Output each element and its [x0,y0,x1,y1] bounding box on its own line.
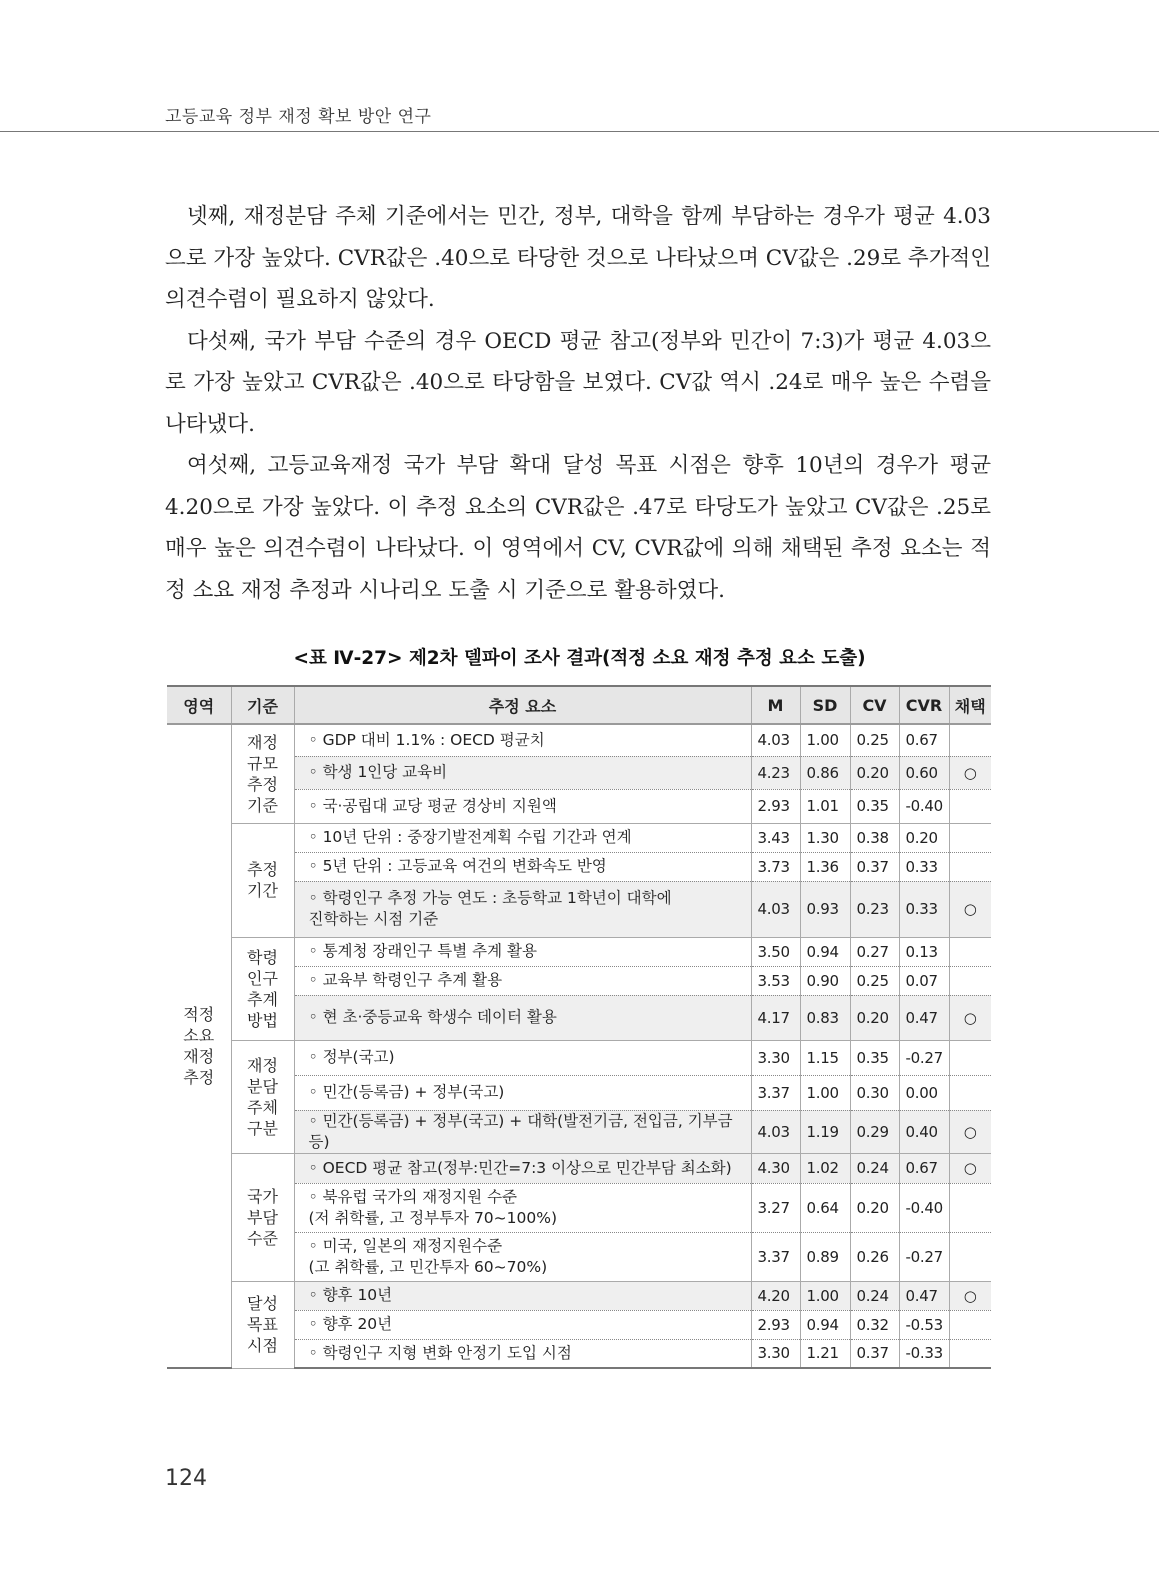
m-cell: 3.73 [751,852,800,881]
page-number: 124 [165,1466,207,1491]
header-element: 추정 요소 [294,686,751,724]
m-cell: 4.03 [751,1110,800,1153]
element-cell: ◦ 현 초·중등교육 학생수 데이터 활용 [294,995,751,1040]
cv-cell: 0.24 [850,1281,899,1310]
header-adopt: 채택 [949,686,991,724]
running-header: 고등교육 정부 재정 확보 방안 연구 [165,107,432,127]
cvr-cell: 0.47 [899,995,949,1040]
paragraph-4th: 넷째, 재정분담 주체 기준에서는 민간, 정부, 대학을 함께 부담하는 경우가 평균 4.03으로 가장 높았다. CVR값은 .40으로 타당한 것으로 나타났으며 CV값은 .29로 추가적인 의견수렴이 필요하지 않았다. [165,204,992,312]
cvr-cell: 0.13 [899,937,949,966]
adopt-cell: ○ [949,881,991,937]
cv-cell: 0.26 [850,1232,899,1281]
cv-cell: 0.38 [850,823,899,852]
cvr-cell: 0.33 [899,852,949,881]
cv-cell: 0.20 [850,756,899,789]
header-cv: CV [850,686,899,724]
cvr-cell: -0.27 [899,1040,949,1075]
adopt-cell: ○ [949,995,991,1040]
cvr-cell: 0.67 [899,724,949,756]
element-cell: ◦ 학령인구 지형 변화 안정기 도입 시점 [294,1339,751,1368]
cvr-cell: 0.67 [899,1153,949,1183]
m-cell: 4.23 [751,756,800,789]
sd-cell: 1.21 [800,1339,850,1368]
criterion-cell: 학령 인구 추계 방법 [231,937,294,1040]
cvr-cell: -0.40 [899,1183,949,1232]
cv-cell: 0.25 [850,966,899,995]
element-cell: ◦ 정부(국고) [294,1040,751,1075]
table-row [167,937,991,966]
cv-cell: 0.37 [850,1339,899,1368]
header-m: M [751,686,800,724]
cv-cell: 0.23 [850,881,899,937]
table-row [167,1153,991,1183]
m-cell: 2.93 [751,789,800,823]
adopt-cell [949,823,991,852]
m-cell: 3.30 [751,1339,800,1368]
cvr-cell: 0.33 [899,881,949,937]
m-cell: 3.37 [751,1075,800,1110]
header-cvr: CVR [899,686,949,724]
m-cell: 3.53 [751,966,800,995]
sd-cell: 0.94 [800,937,850,966]
sd-cell: 1.30 [800,823,850,852]
area-cell: 적정 소요 재정 추정 [167,724,231,1368]
paragraph-6th: 여섯째, 고등교육재정 국가 부담 확대 달성 목표 시점은 향후 10년의 경우가 평균 4.20으로 가장 높았다. 이 추정 요소의 CVR값은 .47로 타당도가 높았고 CV값은 .25로 매우 높은 의견수렴이 나타났다. 이 영역에서 CV, CVR값에 의해 채택된 추정 요소는 적정 소요 재정 추정과 시나리오 도출 시 기준으로 활용하였다. [165,453,991,603]
sd-cell: 1.00 [800,724,850,756]
adopt-cell [949,937,991,966]
cv-cell: 0.32 [850,1310,899,1339]
adopt-cell [949,966,991,995]
m-cell: 2.93 [751,1310,800,1339]
cvr-cell: 0.60 [899,756,949,789]
sd-cell: 0.90 [800,966,850,995]
cvr-cell: 0.07 [899,966,949,995]
element-cell: ◦ GDP 대비 1.1% : OECD 평균치 [294,724,751,756]
criterion-cell: 재정 규모 추정 기준 [231,724,294,823]
element-cell: ◦ OECD 평균 참고(정부:민간=7:3 이상으로 민간부담 최소화) [294,1153,751,1183]
cvr-cell: 0.47 [899,1281,949,1310]
table-header-row [167,686,991,724]
sd-cell: 1.15 [800,1040,850,1075]
adopt-cell [949,789,991,823]
paragraph-5th: 다섯째, 국가 부담 수준의 경우 OECD 평균 참고(정부와 민간이 7:3)가 평균 4.03으로 가장 높았고 CVR값은 .40으로 타당함을 보였다. CV값 역시 .24로 매우 높은 수렴을 나타냈다. [165,328,991,437]
element-cell: ◦ 미국, 일본의 재정지원수준 (고 취학률, 고 민간투자 60~70%) [294,1232,751,1281]
element-cell: ◦ 국·공립대 교당 평균 경상비 지원액 [294,789,751,823]
m-cell: 3.43 [751,823,800,852]
sd-cell: 1.01 [800,789,850,823]
table-body [167,724,991,1368]
adopt-cell [949,1339,991,1368]
sd-cell: 0.93 [800,881,850,937]
adopt-cell [949,724,991,756]
cv-cell: 0.30 [850,1075,899,1110]
element-cell: ◦ 학령인구 추정 가능 연도 : 초등학교 1학년이 대학에 진학하는 시점 기준 [294,881,751,937]
sd-cell: 0.94 [800,1310,850,1339]
sd-cell: 1.36 [800,852,850,881]
element-cell: ◦ 교육부 학령인구 추계 활용 [294,966,751,995]
sd-cell: 0.86 [800,756,850,789]
criterion-cell: 재정 분담 주체 구분 [231,1040,294,1153]
adopt-cell [949,1232,991,1281]
element-cell: ◦ 민간(등록금) + 정부(국고) [294,1075,751,1110]
criterion-cell: 달성 목표 시점 [231,1281,294,1368]
cv-cell: 0.20 [850,995,899,1040]
adopt-cell [949,1183,991,1232]
table-row [167,1281,991,1310]
element-cell: ◦ 북유럽 국가의 재정지원 수준 (저 취학률, 고 정부투자 70~100%) [294,1183,751,1232]
adopt-cell: ○ [949,1110,991,1153]
adopt-cell [949,852,991,881]
cv-cell: 0.37 [850,852,899,881]
sd-cell: 1.00 [800,1281,850,1310]
cv-cell: 0.35 [850,789,899,823]
sd-cell: 0.64 [800,1183,850,1232]
cv-cell: 0.35 [850,1040,899,1075]
cvr-cell: 0.00 [899,1075,949,1110]
sd-cell: 1.00 [800,1075,850,1110]
m-cell: 3.27 [751,1183,800,1232]
adopt-cell [949,1040,991,1075]
element-cell: ◦ 향후 10년 [294,1281,751,1310]
cv-cell: 0.27 [850,937,899,966]
sd-cell: 0.83 [800,995,850,1040]
m-cell: 4.03 [751,881,800,937]
m-cell: 4.17 [751,995,800,1040]
element-cell: ◦ 민간(등록금) + 정부(국고) + 대학(발전기금, 전입금, 기부금 등) [294,1110,751,1153]
cvr-cell: 0.40 [899,1110,949,1153]
body-text [165,196,991,611]
adopt-cell: ○ [949,1153,991,1183]
element-cell: ◦ 학생 1인당 교육비 [294,756,751,789]
m-cell: 3.50 [751,937,800,966]
table-caption: <표 Ⅳ-27> 제2차 델파이 조사 결과(적정 소요 재정 추정 요소 도출) [293,648,866,669]
sd-cell: 1.19 [800,1110,850,1153]
cv-cell: 0.24 [850,1153,899,1183]
header-criterion: 기준 [231,686,294,724]
m-cell: 3.37 [751,1232,800,1281]
m-cell: 4.03 [751,724,800,756]
table-row [167,823,991,852]
cvr-cell: -0.40 [899,789,949,823]
adopt-cell [949,1310,991,1339]
m-cell: 3.30 [751,1040,800,1075]
sd-cell: 0.89 [800,1232,850,1281]
criterion-cell: 추정 기간 [231,823,294,937]
cv-cell: 0.29 [850,1110,899,1153]
adopt-cell: ○ [949,756,991,789]
element-cell: ◦ 통계청 장래인구 특별 추계 활용 [294,937,751,966]
header-rule [0,131,1159,132]
m-cell: 4.20 [751,1281,800,1310]
cvr-cell: -0.33 [899,1339,949,1368]
cvr-cell: -0.53 [899,1310,949,1339]
criterion-cell: 국가 부담 수준 [231,1153,294,1281]
header-area: 영역 [167,686,231,724]
cv-cell: 0.25 [850,724,899,756]
element-cell: ◦ 5년 단위 : 고등교육 여건의 변화속도 반영 [294,852,751,881]
adopt-cell [949,1075,991,1110]
cvr-cell: -0.27 [899,1232,949,1281]
header-sd: SD [800,686,850,724]
cv-cell: 0.20 [850,1183,899,1232]
cvr-cell: 0.20 [899,823,949,852]
delphi-results-table [167,685,991,1369]
element-cell: ◦ 향후 20년 [294,1310,751,1339]
element-cell: ◦ 10년 단위 : 중장기발전계획 수립 기간과 연계 [294,823,751,852]
sd-cell: 1.02 [800,1153,850,1183]
table-row [167,724,991,756]
adopt-cell: ○ [949,1281,991,1310]
table-row [167,1040,991,1075]
m-cell: 4.30 [751,1153,800,1183]
